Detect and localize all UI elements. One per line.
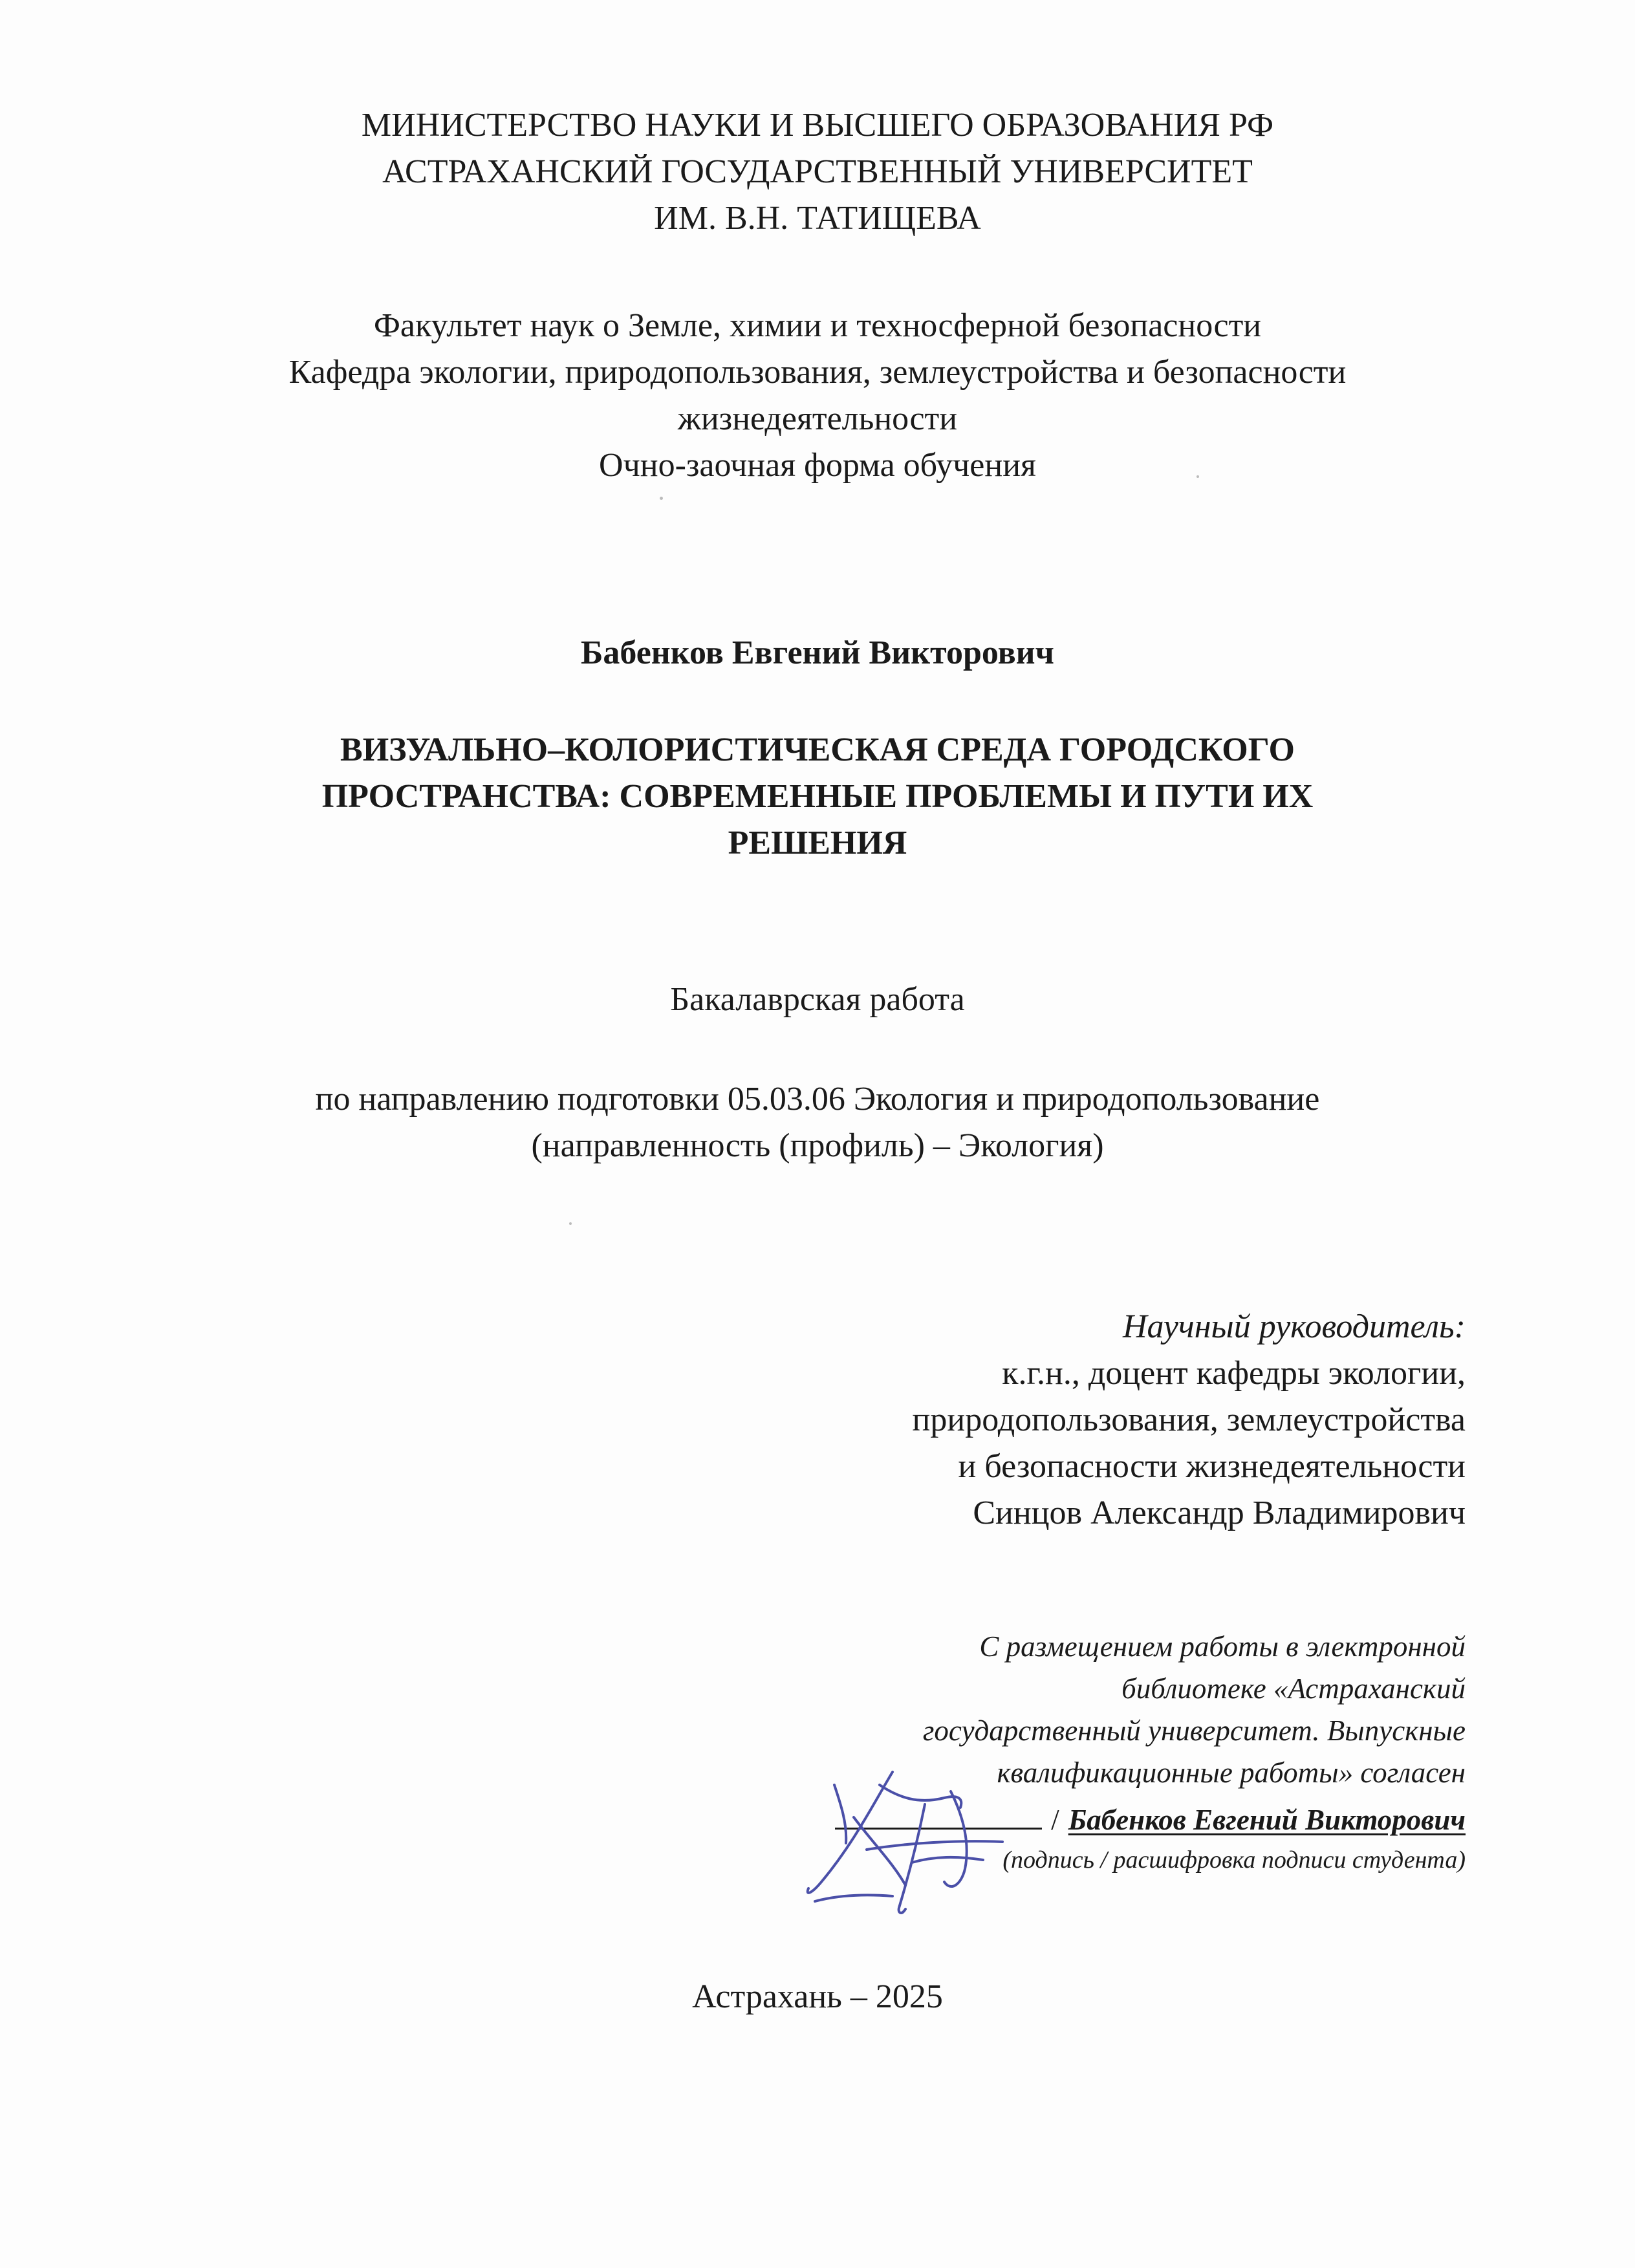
department-line-cont: жизнедеятельности <box>677 400 958 437</box>
thesis-title-line: РЕШЕНИЯ <box>728 825 907 861</box>
department-line: Кафедра экологии, природопользования, землеустройства и безопасности <box>288 354 1347 391</box>
author-name <box>0 630 1635 676</box>
signature-caption: (подпись / расшифровка подписи студента) <box>1002 1846 1466 1874</box>
thesis-title <box>0 727 1635 867</box>
consent-line: квалификационные работы» согласен <box>997 1756 1466 1789</box>
author-name-text: Бабенков Евгений Викторович <box>581 634 1054 671</box>
training-direction <box>0 1076 1635 1169</box>
university-name-line: ИМ. В.Н. ТАТИЩЕВА <box>654 200 981 237</box>
faculty-line: Факультет наук о Земле, химии и техносферной безопасности <box>373 307 1262 344</box>
city-year <box>0 1974 1635 2020</box>
work-type <box>0 977 1635 1023</box>
signature-separator: / <box>1051 1804 1059 1836</box>
faculty-block <box>0 303 1635 489</box>
consent-line: С размещением работы в электронной <box>979 1630 1466 1663</box>
consent-line: государственный университет. Выпускные <box>922 1714 1466 1747</box>
study-form-line: Очно-заочная форма обучения <box>599 447 1036 484</box>
supervisor-label: Научный руководитель: <box>1122 1308 1466 1345</box>
ministry-header <box>0 102 1635 242</box>
scan-speck <box>569 1222 572 1225</box>
scan-speck <box>1196 475 1199 478</box>
supervisor-name: Синцов Александр Владимирович <box>973 1495 1466 1531</box>
consent-line: библиотеке «Астраханский <box>1121 1672 1466 1705</box>
handwritten-signature <box>796 1746 1041 1940</box>
thesis-title-line: ВИЗУАЛЬНО–КОЛОРИСТИЧЕСКАЯ СРЕДА ГОРОДСКОГО <box>340 731 1295 768</box>
work-type-text: Бакалаврская работа <box>670 981 965 1018</box>
direction-line: по направлению подготовки 05.03.06 Экология и природопользование <box>315 1081 1320 1118</box>
city-year-text: Астрахань – 2025 <box>692 1978 943 2015</box>
supervisor-block <box>913 1304 1466 1537</box>
scan-speck <box>660 497 663 500</box>
thesis-title-line: ПРОСТРАНСТВА: СОВРЕМЕННЫЕ ПРОБЛЕМЫ И ПУТИ ИХ <box>321 778 1314 815</box>
profile-line: (направленность (профиль) – Экология) <box>531 1127 1104 1164</box>
ministry-line: МИНИСТЕРСТВО НАУКИ И ВЫСШЕГО ОБРАЗОВАНИЯ РФ <box>361 107 1274 144</box>
student-name-decoded: Бабенков Евгений Викторович <box>1068 1804 1466 1836</box>
supervisor-department: природопользования, землеустройства <box>912 1401 1466 1438</box>
university-line: АСТРАХАНСКИЙ ГОСУДАРСТВЕННЫЙ УНИВЕРСИТЕТ <box>382 153 1253 190</box>
supervisor-department-cont: и безопасности жизнедеятельности <box>958 1448 1466 1485</box>
supervisor-degree: к.г.н., доцент кафедры экологии, <box>1002 1355 1466 1392</box>
